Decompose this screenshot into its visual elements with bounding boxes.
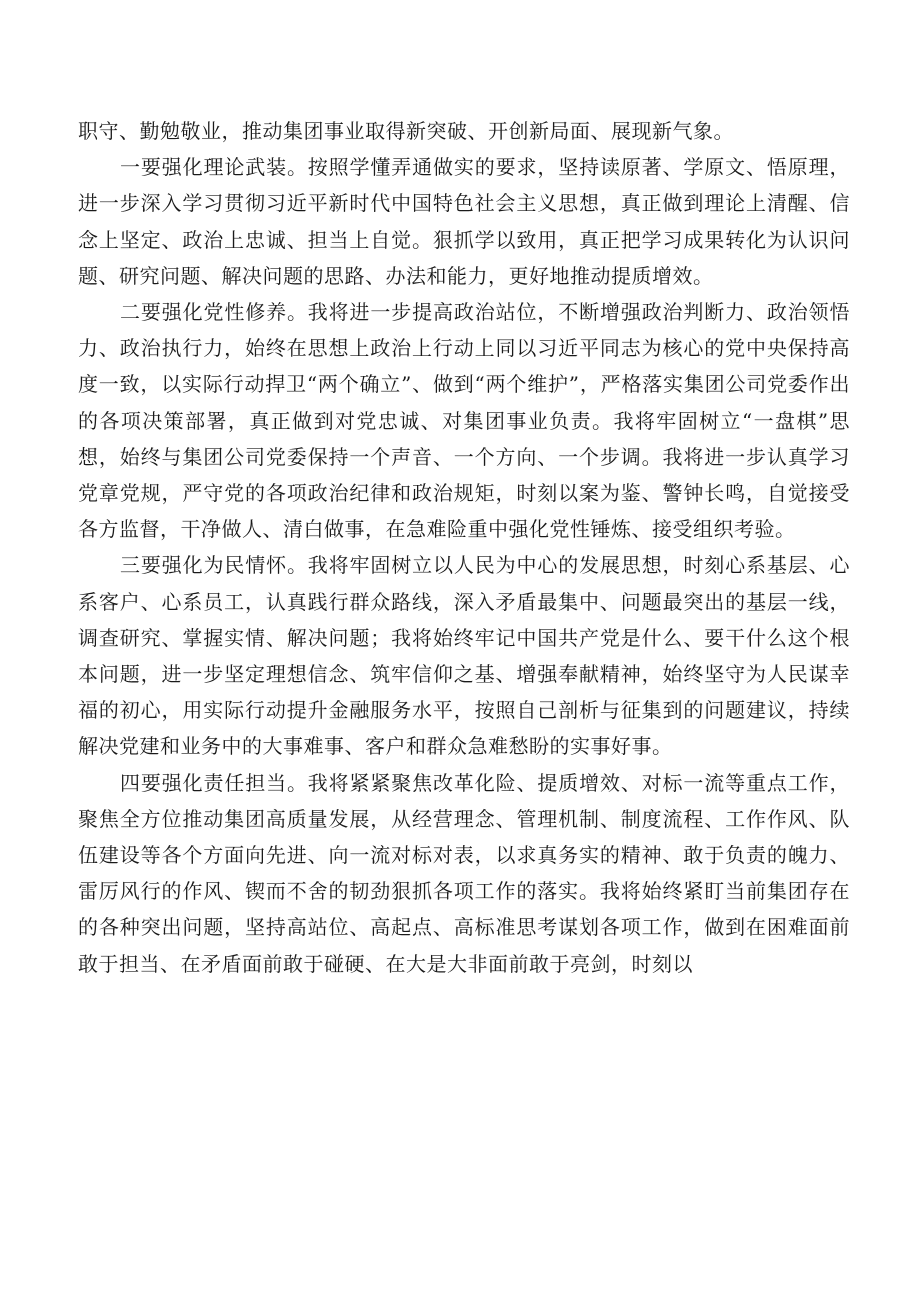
paragraph-point-4: 四要强化责任担当。我将紧紧聚焦改革化险、提质增效、对标一流等重点工作，聚焦全方位推动集团高质量发展，从经营理念、管理机制、制度流程、工作作风、队伍建设等各个方面向先进、向一流对标对表，以求真务实的精神、敢于负责的魄力、雷厉风行的作风、锲而不舍的韧劲狠抓各项工作的落实。我将始终紧盯当前集团存在的各种突出问题，坚持高站位、高起点、高标准思考谋划各项工作，做到在困难面前敢于担当、在矛盾面前敢于碰硬、在大是大非面前敢于亮剑，时刻以: [78, 770, 850, 976]
paragraph-point-3: 三要强化为民情怀。我将牢固树立以人民为中心的发展思想，时刻心系基层、心系客户、心系员工，认真践行群众路线，深入矛盾最集中、问题最突出的基层一线，调查研究、掌握实情、解决问题；我将始终牢记中国共产党是什么、要干什么这个根本问题，进一步坚定理想信念、筑牢信仰之基、增强奉献精神，始终坚守为人民谋幸福的初心，用实际行动提升金融服务水平，按照自己剖析与征集到的问题建议，持续解决党建和业务中的大事难事、客户和群众急难愁盼的实事好事。: [78, 553, 850, 759]
document-body: [78, 113, 850, 982]
paragraph-continuation: 职守、勤勉敬业，推动集团事业取得新突破、开创新局面、展现新气象。: [78, 119, 734, 143]
paragraph-point-2: 二要强化党性修养。我将进一步提高政治站位，不断增强政治判断力、政治领悟力、政治执行力，始终在思想上政治上行动上同以习近平同志为核心的党中央保持高度一致，以实际行动捍卫“两个确立”、做到“两个维护”，严格落实集团公司党委作出的各项决策部署，真正做到对党忠诚、对集团事业负责。我将牢固树立“一盘棋”思想，始终与集团公司党委保持一个声音、一个方向、一个步调。我将进一步认真学习党章党规，严守党的各项政治纪律和政治规矩，时刻以案为鉴、警钟长鸣，自觉接受各方监督，干净做人、清白做事，在急难险重中强化党性锤炼、接受组织考验。: [78, 300, 850, 542]
paragraph-point-1: 一要强化理论武装。按照学懂弄通做实的要求，坚持读原著、学原文、悟原理，进一步深入学习贯彻习近平新时代中国特色社会主义思想，真正做到理论上清醒、信念上坚定、政治上忠诚、担当上自觉。狠抓学以致用，真正把学习成果转化为认识问题、研究问题、解决问题的思路、办法和能力，更好地推动提质增效。: [78, 155, 850, 288]
